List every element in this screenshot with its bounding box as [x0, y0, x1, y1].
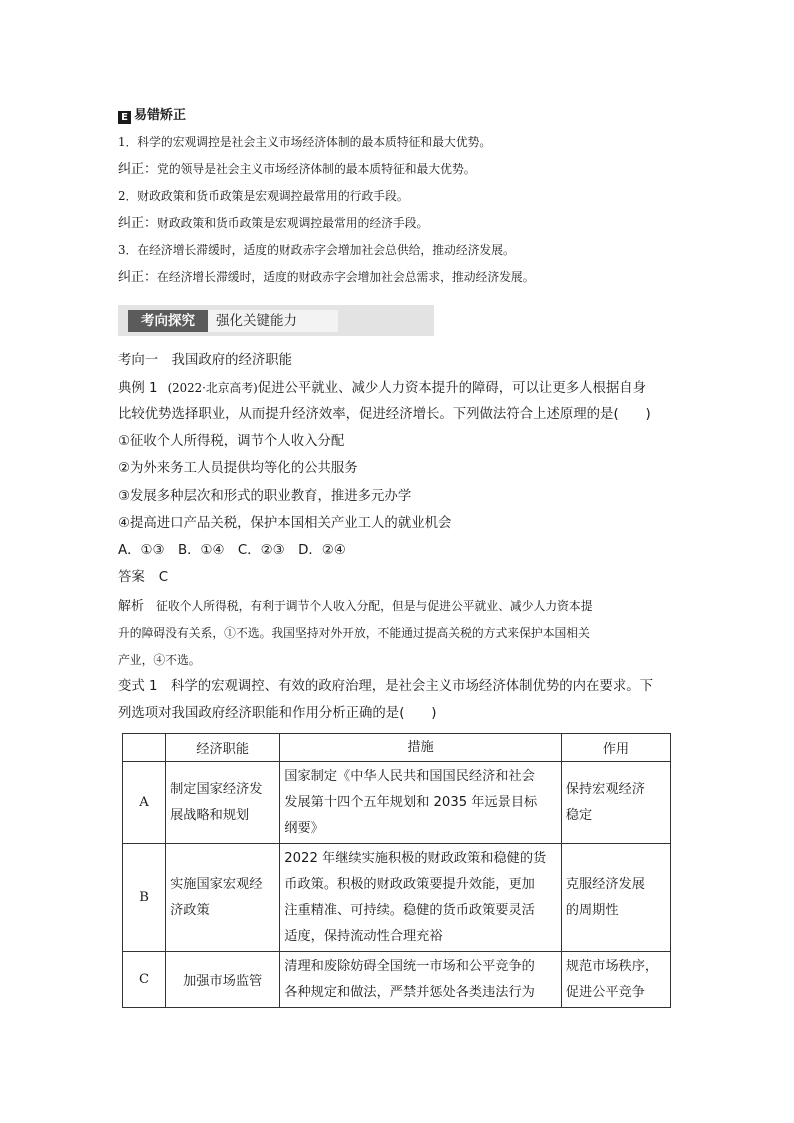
banner-label: 考向探究 — [128, 310, 208, 332]
example-choices: A．①③ B．①④ C．②③ D．②④ — [118, 543, 346, 558]
section-heading — [118, 104, 186, 124]
correction-label: 纠正： — [118, 270, 158, 285]
example-option-2: ②为外来务工人员提供均等化的公共服务 — [118, 461, 358, 476]
analysis-line-1 — [118, 596, 593, 617]
correction-answer-1 — [118, 159, 476, 180]
cell-line: 各种规定和做法，严禁并惩处各类违法行为 — [284, 984, 535, 1000]
cell-line: 适度，保持流动性合理充裕 — [284, 928, 443, 944]
correction-answer-3 — [118, 267, 535, 288]
cell-line: 清理和废除妨碍全国统一市场和公平竞争的 — [284, 958, 535, 974]
cell-line: 制定国家经济发 — [170, 781, 263, 797]
table-header-cell: 措施 — [280, 734, 562, 762]
correction-text: 财政政策和货币政策是宏观调控最常用的经济手段。 — [157, 216, 429, 230]
table-row — [123, 952, 671, 1008]
cell-line: 规范市场秩序， — [565, 958, 659, 974]
option-letter: A — [123, 762, 166, 844]
cell-line: 加强市场监管 — [183, 974, 263, 989]
cell-line: 实施国家宏观经 — [170, 876, 263, 892]
cell-line: 币政策。积极的财政政策要提升效能，更加 — [284, 876, 535, 892]
cell-line: 发展第十四个五年规划和 2035 年远景目标 — [284, 794, 538, 810]
cell-line: 国家制定《中华人民共和国国民经济和社会 — [284, 768, 535, 784]
cell-line: 稳定 — [565, 807, 593, 823]
function-cell — [166, 844, 280, 952]
correction-question-1: 1．科学的宏观调控是社会主义市场经济体制的最本质特征和最大优势。 — [118, 135, 492, 149]
table-header-cell: 经济职能 — [166, 734, 280, 762]
function-cell — [166, 952, 280, 1008]
example-option-4: ④提高进口产品关税，保护本国相关产业工人的就业机会 — [118, 516, 452, 531]
table-row — [123, 762, 671, 844]
cell-line: 保持宏观经济 — [565, 781, 645, 797]
cell-line: 克服经济发展 — [565, 876, 645, 892]
analysis-text: 征收个人所得税，有利于调节个人收入分配，但是与促进公平就业、减少人力资本提 — [156, 599, 593, 613]
example-option-3: ③发展多种层次和形式的职业教育，推进多元办学 — [118, 489, 412, 504]
example-label: 典例 1 — [118, 381, 158, 396]
correction-label: 纠正： — [118, 162, 158, 177]
function-cell — [166, 762, 280, 844]
section-title: 易错矫正 — [134, 108, 187, 123]
answer-label: 答案 — [118, 570, 145, 585]
cell-line: 的周期性 — [565, 902, 619, 918]
correction-answer-2 — [118, 213, 428, 234]
cell-line: 济政策 — [170, 902, 210, 918]
cell-line: 纲要》 — [284, 820, 324, 836]
topic-heading: 考向一 我国政府的经济职能 — [118, 353, 293, 368]
option-letter: C — [123, 952, 166, 1008]
effect-cell — [561, 952, 670, 1008]
analysis-label: 解析 — [118, 599, 145, 614]
table-header-cell: 作用 — [561, 734, 670, 762]
effect-cell — [561, 844, 670, 952]
example-source: (2022·北京高考) — [167, 381, 258, 395]
table-row — [123, 844, 671, 952]
answer-line — [118, 568, 168, 588]
cell-line: 注重精准、可持续。稳健的货币政策要灵活 — [284, 902, 535, 918]
correction-text: 在经济增长滞缓时，适度的财政赤字会增加社会总需求，推动经济发展。 — [157, 270, 535, 284]
section-banner — [118, 305, 434, 336]
measure-cell — [280, 844, 562, 952]
example-line-1 — [118, 378, 646, 399]
analysis-line-3: 产业，④不选。 — [118, 653, 201, 667]
example-stem: 促进公平就业、减少人力资本提升的障碍，可以让更多人根据自身 — [257, 381, 647, 396]
variant-line-2: 列选项对我国政府经济职能和作用分析正确的是( ) — [118, 706, 437, 721]
table-header-cell — [123, 734, 166, 762]
effect-cell — [561, 762, 670, 844]
correction-question-3: 3．在经济增长滞缓时，适度的财政赤字会增加社会总供给，推动经济发展。 — [118, 243, 515, 257]
measure-cell — [280, 952, 562, 1008]
variant-line-1: 变式 1 科学的宏观调控、有效的政府治理，是社会主义市场经济体制优势的内在要求。下 — [118, 679, 654, 694]
banner-subtitle: 强化关键能力 — [208, 310, 338, 332]
correction-question-2: 2．财政政策和货币政策是宏观调控最常用的行政手段。 — [118, 189, 409, 203]
section-badge-icon: E — [118, 111, 131, 124]
answer-value: C — [158, 570, 169, 585]
cell-line: 2022 年继续实施积极的财政政策和稳健的货 — [284, 850, 547, 866]
table-header-row — [123, 734, 671, 762]
analysis-line-2: 升的障碍没有关系，①不选。我国坚持对外开放，不能通过提高关税的方式来保护本国相关 — [118, 626, 590, 640]
cell-line: 促进公平竞争 — [565, 984, 645, 1000]
cell-line: 展战略和规划 — [170, 807, 250, 823]
example-line-2: 比较优势选择职业，从而提升经济效率，促进经济增长。下列做法符合上述原理的是( ) — [118, 407, 651, 422]
option-letter: B — [123, 844, 166, 952]
measures-table — [122, 733, 671, 1008]
example-option-1: ①征收个人所得税，调节个人收入分配 — [118, 434, 345, 449]
measure-cell — [280, 762, 562, 844]
correction-text: 党的领导是社会主义市场经济体制的最本质特征和最大优势。 — [157, 162, 476, 176]
correction-label: 纠正： — [118, 216, 158, 231]
